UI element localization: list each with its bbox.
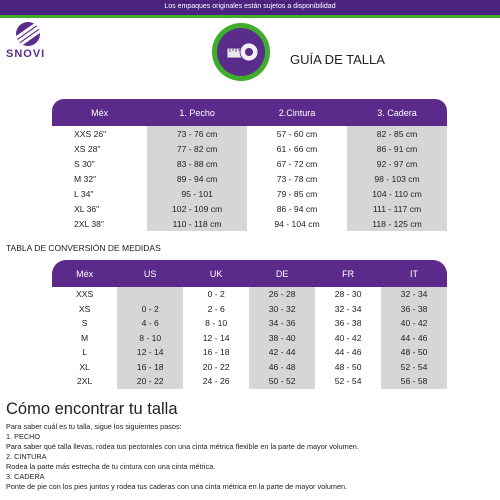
table-row [52, 316, 447, 331]
fr-cell: 52 - 54 [315, 374, 381, 389]
it-cell: 32 - 34 [381, 287, 447, 302]
it-cell: 48 - 50 [381, 345, 447, 360]
uk-cell: 16 - 18 [183, 345, 249, 360]
us-cell [117, 287, 183, 302]
uk-cell: 12 - 14 [183, 331, 249, 346]
uk-cell: 20 - 22 [183, 360, 249, 375]
table-row [52, 156, 447, 171]
packaging-notice: Los empaques originales están sujetos a disponibilidad [164, 3, 336, 10]
mex-size-cell: M [52, 331, 117, 346]
pecho-cell: 73 - 76 cm [147, 126, 247, 141]
table-header-row [52, 99, 447, 126]
fr-cell: 44 - 46 [315, 345, 381, 360]
table-row [52, 171, 447, 186]
mex-size-cell: 2XL [52, 374, 117, 389]
step-text-cintura: Rodea la parte más estrecha de tu cintura con una cinta métrica. [6, 462, 216, 471]
de-cell: 30 - 32 [249, 302, 315, 317]
uk-cell: 0 - 2 [183, 287, 249, 302]
column-header-mex: Méx [52, 99, 147, 126]
table-row [52, 360, 447, 375]
cadera-cell: 111 - 117 cm [347, 201, 447, 216]
column-header-de: DE [249, 260, 315, 287]
size-cell: XS 28" [74, 143, 101, 154]
table-row [52, 216, 447, 231]
column-header-pecho: 1. Pecho [147, 99, 247, 126]
fr-cell: 32 - 34 [315, 302, 381, 317]
brand-name: SNOVI [6, 48, 46, 60]
table-row [52, 186, 447, 201]
green-stripe [0, 15, 500, 18]
table-row [52, 302, 447, 317]
top-banner [0, 0, 500, 18]
us-cell: 0 - 2 [117, 302, 183, 317]
de-cell: 46 - 48 [249, 360, 315, 375]
table-header-row [52, 260, 447, 287]
it-cell: 44 - 46 [381, 331, 447, 346]
de-cell: 34 - 36 [249, 316, 315, 331]
conversion-table-caption: TABLA DE CONVERSIÓN DE MEDIDAS [6, 243, 161, 253]
cadera-cell: 82 - 85 cm [347, 126, 447, 141]
step-heading-pecho: 1. PECHO [6, 432, 41, 441]
cadera-cell: 92 - 97 cm [347, 156, 447, 171]
cintura-cell: 61 - 66 cm [247, 141, 347, 156]
de-cell: 26 - 28 [249, 287, 315, 302]
pecho-cell: 77 - 82 cm [147, 141, 247, 156]
uk-cell: 24 - 26 [183, 374, 249, 389]
cintura-cell: 94 - 104 cm [247, 216, 347, 231]
mex-size-cell: S [52, 316, 117, 331]
us-cell: 20 - 22 [117, 374, 183, 389]
fr-cell: 48 - 50 [315, 360, 381, 375]
fr-cell: 36 - 38 [315, 316, 381, 331]
how-to-instructions [6, 422, 359, 492]
cadera-cell: 86 - 91 cm [347, 141, 447, 156]
column-header-fr: FR [315, 260, 381, 287]
uk-cell: 2 - 6 [183, 302, 249, 317]
it-cell: 52 - 54 [381, 360, 447, 375]
measuring-tape-icon [225, 40, 259, 64]
cadera-cell: 104 - 110 cm [347, 186, 447, 201]
uk-cell: 8 - 10 [183, 316, 249, 331]
size-cell: 2XL 38" [74, 218, 104, 229]
cintura-cell: 67 - 72 cm [247, 156, 347, 171]
pecho-cell: 83 - 88 cm [147, 156, 247, 171]
cadera-cell: 98 - 103 cm [347, 171, 447, 186]
page-title: GUÍA DE TALLA [290, 52, 385, 67]
pecho-cell: 95 - 101 [147, 186, 247, 201]
column-header-uk: UK [183, 260, 249, 287]
fr-cell: 40 - 42 [315, 331, 381, 346]
mex-size-cell: L [52, 345, 117, 360]
step-text-pecho: Para saber qué talla llevas, rodea tus pectorales con una cinta métrica flexible en la parte de mayor volumen. [6, 442, 359, 451]
fr-cell: 28 - 30 [315, 287, 381, 302]
us-cell: 8 - 10 [117, 331, 183, 346]
step-text-cadera: Ponte de pie con los pies juntos y rodea tus caderas con una cinta métrica en la parte de mayor volumen. [6, 482, 348, 491]
size-cell: S 30" [74, 158, 95, 169]
logo-mark-icon [16, 22, 40, 46]
de-cell: 38 - 40 [249, 331, 315, 346]
it-cell: 40 - 42 [381, 316, 447, 331]
column-header-us: US [117, 260, 183, 287]
step-heading-cintura: 2. CINTURA [6, 452, 47, 461]
cadera-cell: 118 - 125 cm [347, 216, 447, 231]
pecho-cell: 110 - 118 cm [147, 216, 247, 231]
table-row [52, 287, 447, 302]
cintura-cell: 86 - 94 cm [247, 201, 347, 216]
de-cell: 50 - 52 [249, 374, 315, 389]
mex-size-cell: XXS [52, 287, 117, 302]
column-header-mex: Méx [52, 260, 117, 287]
table-row [52, 201, 447, 216]
column-header-cadera: 3. Cadera [347, 99, 447, 126]
mex-size-cell: XS [52, 302, 117, 317]
size-cell: L 34" [74, 188, 94, 199]
how-to-title: Cómo encontrar tu talla [6, 400, 178, 418]
table-row [52, 126, 447, 141]
us-cell: 12 - 14 [117, 345, 183, 360]
it-cell: 56 - 58 [381, 374, 447, 389]
column-header-it: IT [381, 260, 447, 287]
table-row [52, 141, 447, 156]
size-conversion-table [52, 260, 447, 389]
cintura-cell: 57 - 60 cm [247, 126, 347, 141]
instruction-intro: Para saber cuál es tu talla, sigue los siguientes pasos: [6, 422, 182, 431]
us-cell: 16 - 18 [117, 360, 183, 375]
column-header-cintura: 2.Cintura [247, 99, 347, 126]
step-heading-cadera: 3. CADERA [6, 472, 45, 481]
pecho-cell: 89 - 94 cm [147, 171, 247, 186]
cintura-cell: 73 - 78 cm [247, 171, 347, 186]
table-row [52, 345, 447, 360]
size-cell: XXS 26" [74, 128, 107, 139]
table-row [52, 331, 447, 346]
measuring-tape-badge [212, 23, 270, 81]
badge-inner [217, 28, 265, 76]
pecho-cell: 102 - 109 cm [147, 201, 247, 216]
it-cell: 36 - 38 [381, 302, 447, 317]
mex-size-cell: XL [52, 360, 117, 375]
body-measurements-table [52, 99, 447, 231]
size-cell: XL 36" [74, 203, 100, 214]
us-cell: 4 - 6 [117, 316, 183, 331]
de-cell: 42 - 44 [249, 345, 315, 360]
size-cell: M 32" [74, 173, 97, 184]
cintura-cell: 79 - 85 cm [247, 186, 347, 201]
table-row [52, 374, 447, 389]
